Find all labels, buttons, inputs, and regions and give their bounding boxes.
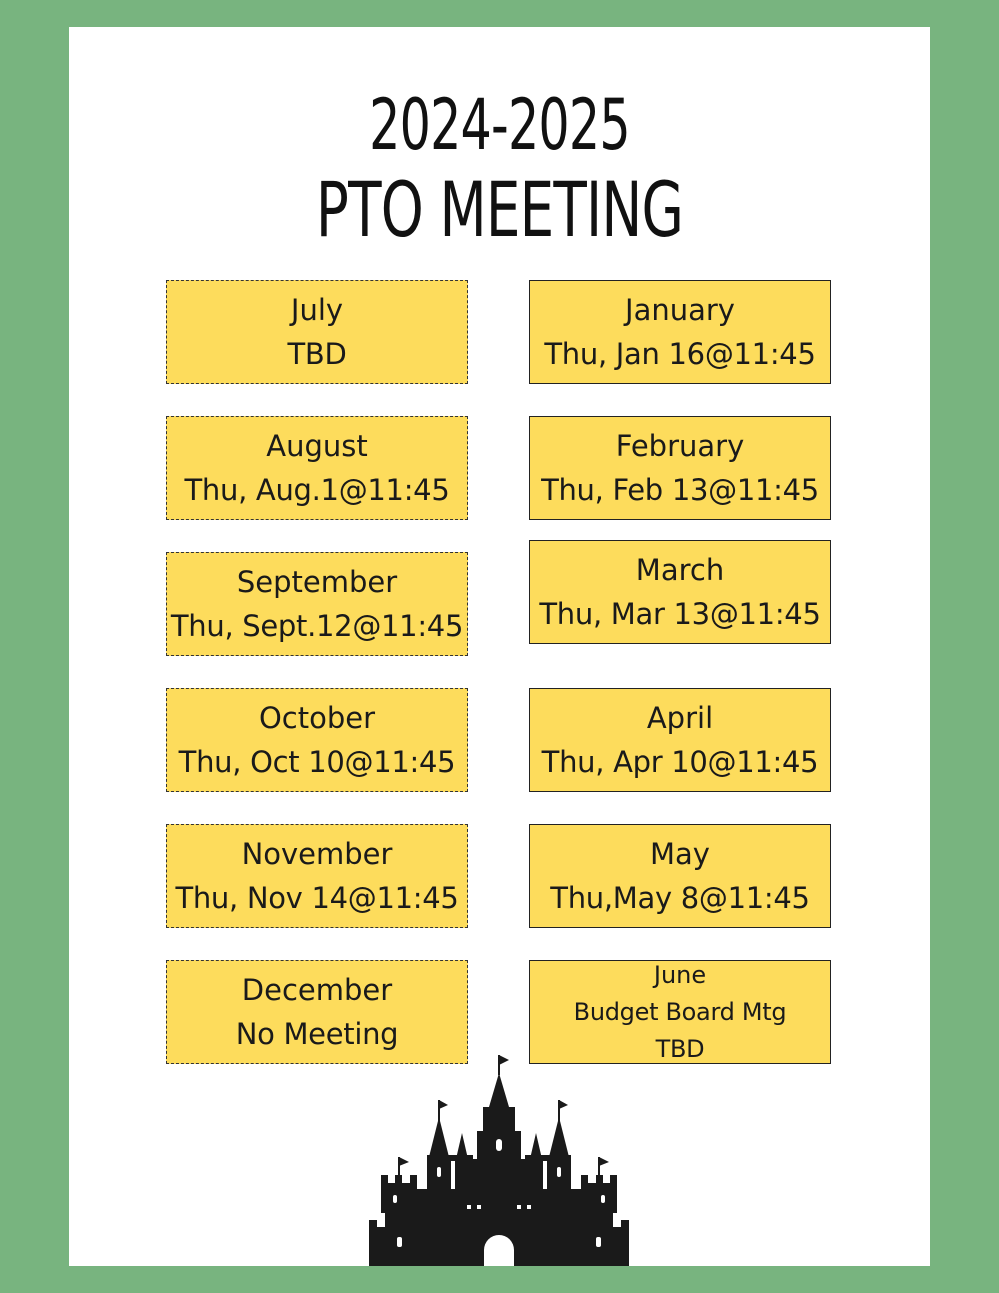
month-label: August: [266, 429, 368, 463]
meeting-card-july: [166, 280, 468, 384]
month-label: March: [635, 553, 725, 587]
meeting-date: Thu,May 8@11:45: [550, 881, 810, 915]
meeting-card-may: [529, 824, 831, 928]
meeting-note: Budget Board Mtg: [573, 997, 787, 1026]
meeting-card-august: [166, 416, 468, 520]
meeting-card-december: [166, 960, 468, 1064]
title-heading: PTO MEETING: [315, 165, 684, 254]
meeting-card-february: [529, 416, 831, 520]
meeting-date: Thu, Feb 13@11:45: [541, 473, 819, 507]
title-year: 2024-2025: [369, 84, 630, 166]
meeting-date: Thu, Aug.1@11:45: [184, 473, 450, 507]
month-label: January: [625, 293, 735, 327]
month-label: May: [650, 837, 710, 871]
meeting-card-april: [529, 688, 831, 792]
meeting-card-november: [166, 824, 468, 928]
month-label: July: [290, 293, 344, 327]
meeting-card-october: [166, 688, 468, 792]
month-label: April: [646, 701, 714, 735]
month-label: June: [653, 960, 707, 989]
month-label: September: [236, 565, 398, 599]
meeting-card-june: [529, 960, 831, 1064]
month-label: October: [258, 701, 376, 735]
meeting-date: Thu, Oct 10@11:45: [178, 745, 456, 779]
meeting-card-september: [166, 552, 468, 656]
meeting-date: Thu, Apr 10@11:45: [541, 745, 819, 779]
flyer-page: [69, 27, 930, 1266]
month-label: December: [241, 973, 393, 1007]
meeting-date: Thu, Sept.12@11:45: [170, 609, 464, 643]
castle-icon: [369, 1055, 629, 1266]
meeting-card-january: [529, 280, 831, 384]
meeting-date: No Meeting: [235, 1017, 399, 1051]
month-label: November: [241, 837, 393, 871]
meeting-date: TBD: [655, 1034, 705, 1063]
meeting-card-march: [529, 540, 831, 644]
meeting-date: TBD: [287, 337, 347, 371]
meeting-date: Thu, Nov 14@11:45: [175, 881, 459, 915]
month-label: February: [615, 429, 745, 463]
meeting-date: Thu, Jan 16@11:45: [544, 337, 816, 371]
meeting-date: Thu, Mar 13@11:45: [539, 597, 821, 631]
